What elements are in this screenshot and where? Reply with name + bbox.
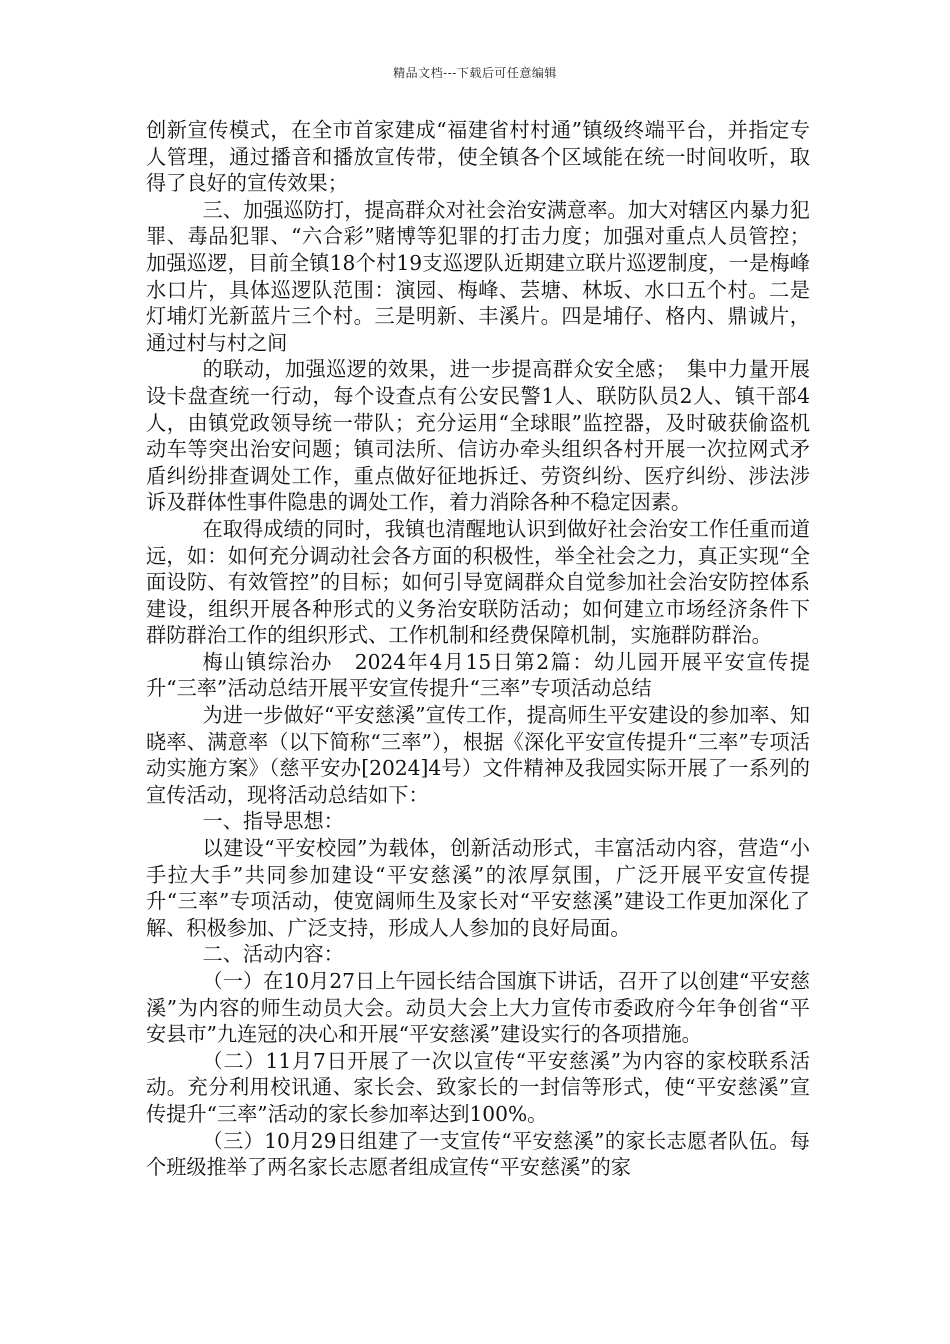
paragraph-9: （二）11月7日开展了一次以宣传“平安慈溪”为内容的家校联系活动。充分利用校讯通、家长会、致家长的一封信等形式，使“平安慈溪”宣传提升“三率”活动的家长参加率达到100%。 [146,1048,810,1126]
paragraph-4: 在取得成绩的同时，我镇也清醒地认识到做好社会治安工作任重而道远，如：如何充分调动社会各方面的积极性，举全社会之力，真正实现“全面设防、有效管控”的目标；如何引导宽阔群众自觉参加社会治安防控体系建设，组织开展各种形式的义务治安联防活动；如何建立市场经济条件下群防群治工作的组织形式、工作机制和经费保障机制，实施群防群治。 [146,516,810,648]
paragraph-2: 三、加强巡防打，提高群众对社会治安满意率。加大对辖区内暴力犯罪、毒品犯罪、“六合彩”赌博等犯罪的打击力度；加强对重点人员管控；加强巡逻，目前全镇18个村19支巡逻队近期建立联片巡逻制度，一是梅峰水口片，具体巡逻队范围：演园、梅峰、芸塘、林坂、水口五个村。二是灯埔灯光新蓝片三个村。三是明新、丰溪片。四是埔仔、格内、鼎诚片，通过村与村之间 [146,197,810,355]
paragraph-5: 梅山镇综治办 2024年4月15日第2篇：幼儿园开展平安宣传提升“三率”活动总结开展平安宣传提升“三率”专项活动总结 [146,649,810,701]
section-heading-2: 二、活动内容： [202,942,344,967]
paragraph-10: （三）10月29日组建了一支宣传“平安慈溪”的家长志愿者队伍。每个班级推举了两名家长志愿者组成宣传“平安慈溪”的家 [146,1128,810,1180]
document-body [146,117,810,1181]
paragraph-3: 的联动，加强巡逻的效果，进一步提高群众安全感； 集中力量开展设卡盘查统一行动，每个设查点有公安民警1人、联防队员2人、镇干部4人，由镇党政领导统一带队；充分运用“全球眼”监控器，及时破获偷盗机动车等突出治安问题；镇司法所、信访办牵头组织各村开展一次拉网式矛盾纠纷排查调处工作，重点做好征地拆迁、劳资纠纷、医疗纠纷、涉法涉诉及群体性事件隐患的调处工作，着力消除各种不稳定因素。 [146,357,810,515]
paragraph-7: 以建设“平安校园”为载体，创新活动形式，丰富活动内容，营造“小手拉大手”共同参加建设“平安慈溪”的浓厚氛围，广泛开展平安宣传提升“三率”专项活动，使宽阔师生及家长对“平安慈溪”建设工作更加深化了解、积极参加、广泛支持，形成人人参加的良好局面。 [146,836,810,940]
paragraph-6: 为进一步做好“平安慈溪”宣传工作，提高师生平安建设的参加率、知晓率、满意率（以下简称“三率”），根据《深化平安宣传提升“三率”专项活动实施方案》（慈平安办[2024]4号）文件精神及我园实际开展了一系列的宣传活动，现将活动总结如下： [146,703,810,807]
paragraph-8: （一）在10月27日上午园长结合国旗下讲话，召开了以创建“平安慈溪”为内容的师生动员大会。动员大会上大力宣传市委政府今年争创省“平安县市”九连冠的决心和开展“平安慈溪”建设实行的各项措施。 [146,969,810,1047]
page-header: 精品文档---下载后可任意编辑 [393,66,557,80]
section-heading-1: 一、指导思想： [202,809,344,834]
paragraph-1: 创新宣传模式，在全市首家建成“福建省村村通”镇级终端平台，并指定专人管理，通过播音和播放宣传带，使全镇各个区域能在统一时间收听，取得了良好的宣传效果； [146,118,810,196]
